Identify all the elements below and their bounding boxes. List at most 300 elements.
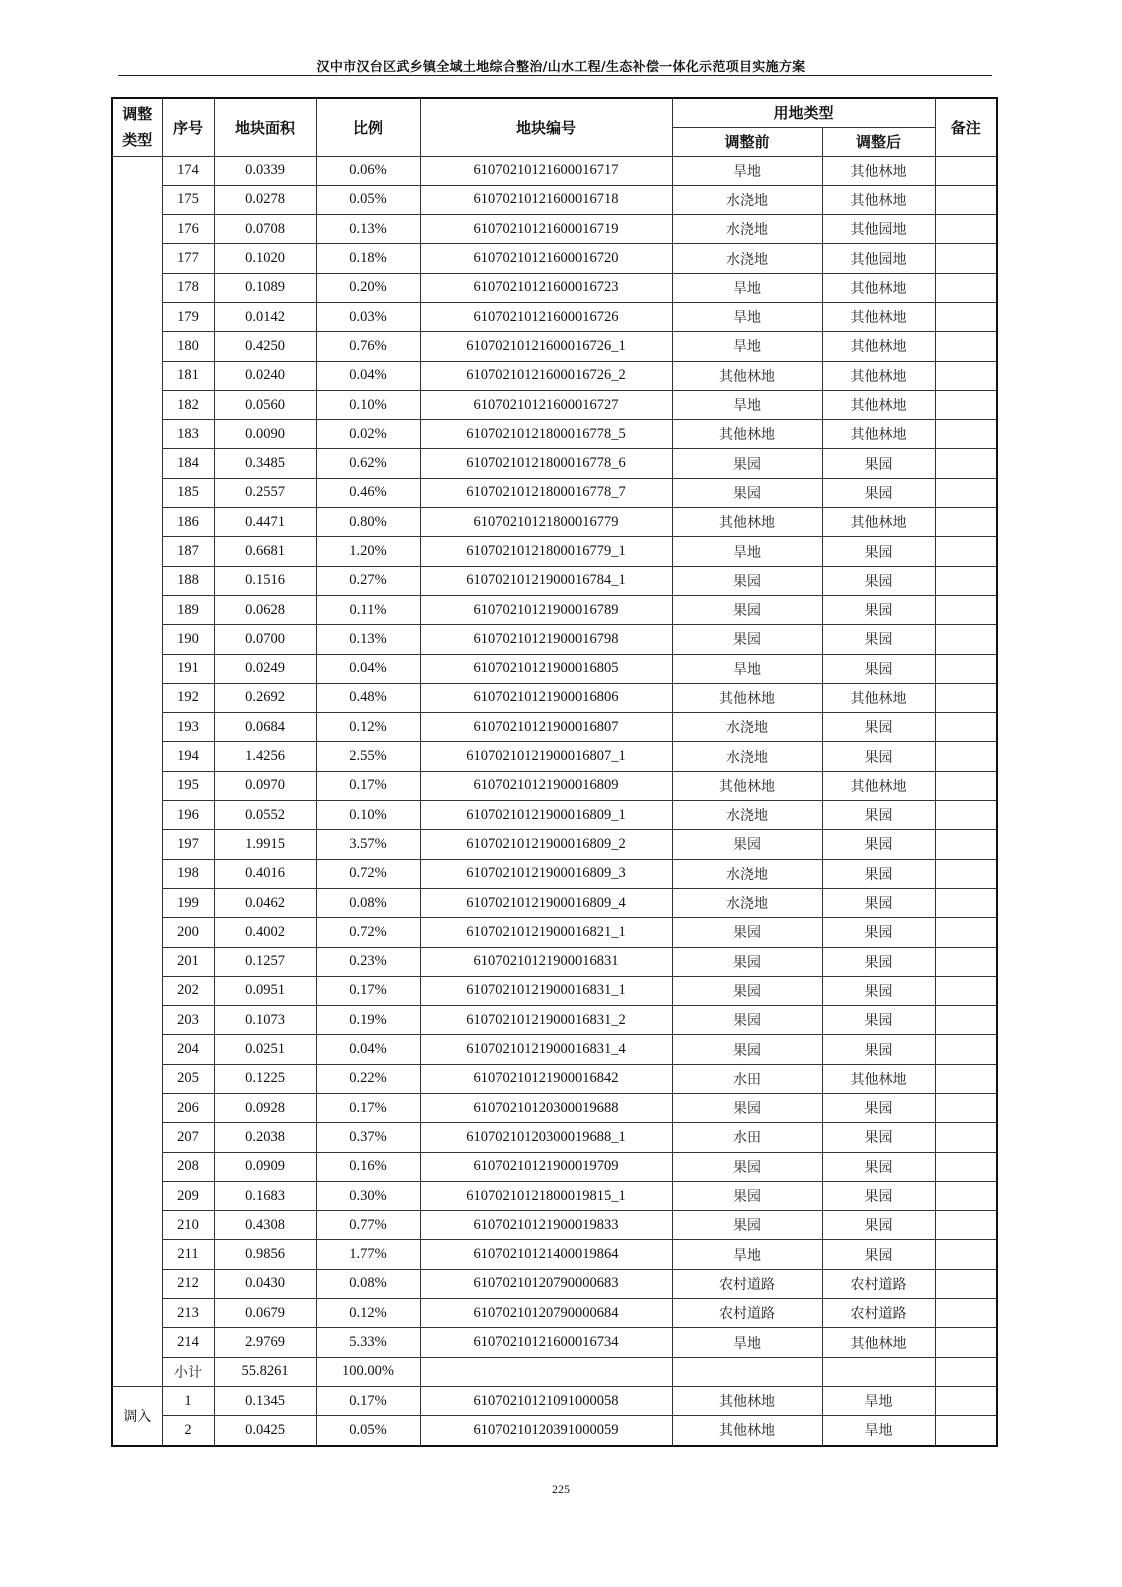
cell-seq: 1 [162, 1386, 214, 1415]
table-row [112, 390, 997, 419]
cell-before: 果园 [672, 478, 822, 507]
table-row [112, 1299, 997, 1328]
cell-ratio: 0.30% [316, 1181, 420, 1210]
cell-before: 果园 [672, 566, 822, 595]
cell-plot-id: 61070210121400019864 [420, 1240, 672, 1269]
cell-remark [935, 332, 997, 361]
cell-area: 0.9856 [214, 1240, 316, 1269]
cell-after: 旱地 [822, 1386, 935, 1415]
cell-before: 果园 [672, 595, 822, 624]
table-row [112, 1152, 997, 1181]
table-row [112, 449, 997, 478]
cell-plot-id: 61070210121900016809_1 [420, 801, 672, 830]
cell-area: 0.3485 [214, 449, 316, 478]
cell-remark [935, 478, 997, 507]
cell-before: 果园 [672, 625, 822, 654]
table-row [112, 156, 997, 185]
cell-after: 农村道路 [822, 1299, 935, 1328]
cell-before: 果园 [672, 947, 822, 976]
cell-after: 果园 [822, 537, 935, 566]
cell-seq: 204 [162, 1035, 214, 1064]
table-row [112, 1211, 997, 1240]
cell-ratio: 0.04% [316, 1035, 420, 1064]
cell-before [672, 1357, 822, 1386]
table-row [112, 801, 997, 830]
cell-area: 0.1089 [214, 273, 316, 302]
cell-ratio: 0.27% [316, 566, 420, 595]
cell-seq: 175 [162, 185, 214, 214]
col-header-seq: 序号 [162, 98, 214, 156]
cell-area: 0.1020 [214, 244, 316, 273]
cell-seq: 180 [162, 332, 214, 361]
cell-plot-id: 61070210121900016831_2 [420, 1006, 672, 1035]
cell-area: 0.4471 [214, 508, 316, 537]
cell-remark [935, 449, 997, 478]
col-header-adjust-type: 调整类型 [112, 98, 162, 156]
cell-ratio: 0.03% [316, 302, 420, 331]
cell-plot-id: 61070210120391000059 [420, 1416, 672, 1446]
cell-remark [935, 683, 997, 712]
cell-seq: 210 [162, 1211, 214, 1240]
cell-seq: 214 [162, 1328, 214, 1357]
cell-area: 0.0090 [214, 420, 316, 449]
cell-ratio: 100.00% [316, 1357, 420, 1386]
header-rule [118, 75, 992, 76]
cell-after: 果园 [822, 1123, 935, 1152]
cell-plot-id: 61070210121600016726_1 [420, 332, 672, 361]
cell-after: 其他林地 [822, 420, 935, 449]
cell-ratio: 0.72% [316, 859, 420, 888]
cell-before: 其他林地 [672, 1416, 822, 1446]
cell-plot-id: 61070210121900016806 [420, 683, 672, 712]
cell-before: 水浇地 [672, 859, 822, 888]
cell-area: 0.0708 [214, 215, 316, 244]
cell-seq: 177 [162, 244, 214, 273]
cell-remark [935, 420, 997, 449]
cell-seq: 203 [162, 1006, 214, 1035]
cell-area: 0.0560 [214, 390, 316, 419]
cell-plot-id: 61070210121600016727 [420, 390, 672, 419]
cell-before: 其他林地 [672, 361, 822, 390]
cell-remark [935, 801, 997, 830]
cell-remark [935, 1328, 997, 1357]
cell-remark [935, 273, 997, 302]
cell-seq: 205 [162, 1064, 214, 1093]
cell-remark [935, 742, 997, 771]
cell-area: 0.0278 [214, 185, 316, 214]
cell-plot-id: 61070210121900016809_4 [420, 888, 672, 917]
cell-remark [935, 537, 997, 566]
cell-remark [935, 566, 997, 595]
cell-after: 果园 [822, 1094, 935, 1123]
cell-after: 果园 [822, 566, 935, 595]
cell-seq: 186 [162, 508, 214, 537]
cell-before: 水浇地 [672, 888, 822, 917]
cell-ratio: 0.12% [316, 1299, 420, 1328]
cell-before: 旱地 [672, 654, 822, 683]
cell-area: 0.0251 [214, 1035, 316, 1064]
cell-area: 0.0425 [214, 1416, 316, 1446]
cell-after: 果园 [822, 654, 935, 683]
cell-area: 2.9769 [214, 1328, 316, 1357]
cell-after: 果园 [822, 478, 935, 507]
cell-plot-id: 61070210121900016807 [420, 713, 672, 742]
cell-before: 水田 [672, 1123, 822, 1152]
cell-plot-id: 61070210120790000683 [420, 1269, 672, 1298]
cell-after: 果园 [822, 888, 935, 917]
cell-seq: 206 [162, 1094, 214, 1123]
table-row [112, 244, 997, 273]
table-row [112, 771, 997, 800]
cell-before: 水浇地 [672, 244, 822, 273]
cell-seq: 195 [162, 771, 214, 800]
cell-seq: 181 [162, 361, 214, 390]
cell-remark [935, 1123, 997, 1152]
cell-remark [935, 1064, 997, 1093]
cell-after: 其他林地 [822, 1328, 935, 1357]
col-header-remark: 备注 [935, 98, 997, 156]
table-row [112, 1357, 997, 1386]
cell-plot-id: 61070210121900016821_1 [420, 918, 672, 947]
table-row [112, 1006, 997, 1035]
cell-after: 果园 [822, 1152, 935, 1181]
table-row [112, 830, 997, 859]
cell-after: 果园 [822, 1181, 935, 1210]
cell-after: 其他林地 [822, 1064, 935, 1093]
cell-seq: 192 [162, 683, 214, 712]
cell-area: 0.0684 [214, 713, 316, 742]
cell-plot-id: 61070210121900016831_1 [420, 976, 672, 1005]
cell-ratio: 0.04% [316, 361, 420, 390]
cell-remark [935, 215, 997, 244]
table-row [112, 1094, 997, 1123]
table-row [112, 1181, 997, 1210]
cell-remark [935, 1152, 997, 1181]
cell-ratio: 3.57% [316, 830, 420, 859]
cell-seq: 199 [162, 888, 214, 917]
table-row [112, 654, 997, 683]
table-row [112, 361, 997, 390]
cell-ratio: 0.19% [316, 1006, 420, 1035]
cell-remark [935, 625, 997, 654]
cell-seq: 198 [162, 859, 214, 888]
cell-remark [935, 947, 997, 976]
cell-after: 果园 [822, 742, 935, 771]
cell-remark [935, 185, 997, 214]
cell-adjust-type [112, 156, 162, 1386]
cell-ratio: 0.62% [316, 449, 420, 478]
cell-after: 其他园地 [822, 244, 935, 273]
cell-after: 果园 [822, 1035, 935, 1064]
table-row [112, 1240, 997, 1269]
cell-before: 旱地 [672, 1328, 822, 1357]
cell-after: 果园 [822, 449, 935, 478]
table-row [112, 713, 997, 742]
cell-before: 水田 [672, 1064, 822, 1093]
cell-ratio: 0.17% [316, 1386, 420, 1415]
cell-seq: 185 [162, 478, 214, 507]
cell-area: 0.0970 [214, 771, 316, 800]
cell-plot-id: 61070210121900016831 [420, 947, 672, 976]
table-row [112, 947, 997, 976]
table-row [112, 1328, 997, 1357]
cell-after: 旱地 [822, 1416, 935, 1446]
cell-seq: 176 [162, 215, 214, 244]
cell-seq: 191 [162, 654, 214, 683]
cell-before: 果园 [672, 1211, 822, 1240]
table-row [112, 888, 997, 917]
cell-plot-id: 61070210121900016789 [420, 595, 672, 624]
cell-plot-id: 61070210120300019688_1 [420, 1123, 672, 1152]
table-row [112, 215, 997, 244]
cell-plot-id: 61070210121800016778_7 [420, 478, 672, 507]
table-body [112, 156, 997, 1446]
page-number: 225 [552, 1482, 570, 1496]
cell-after [822, 1357, 935, 1386]
cell-area: 0.1225 [214, 1064, 316, 1093]
cell-area: 0.6681 [214, 537, 316, 566]
table-row [112, 537, 997, 566]
cell-plot-id: 61070210121800016779_1 [420, 537, 672, 566]
cell-area: 0.0951 [214, 976, 316, 1005]
cell-after: 其他林地 [822, 390, 935, 419]
cell-remark [935, 771, 997, 800]
cell-plot-id: 61070210121900016809 [420, 771, 672, 800]
cell-ratio: 0.02% [316, 420, 420, 449]
cell-before: 果园 [672, 1181, 822, 1210]
cell-area: 0.0249 [214, 654, 316, 683]
cell-area: 0.4308 [214, 1211, 316, 1240]
cell-ratio: 0.11% [316, 595, 420, 624]
cell-before: 农村道路 [672, 1269, 822, 1298]
cell-remark [935, 1269, 997, 1298]
cell-plot-id: 61070210121900019833 [420, 1211, 672, 1240]
cell-plot-id: 61070210121091000058 [420, 1386, 672, 1415]
cell-remark [935, 859, 997, 888]
col-header-before: 调整前 [672, 127, 822, 156]
cell-area: 0.0552 [214, 801, 316, 830]
cell-after: 果园 [822, 1240, 935, 1269]
cell-after: 果园 [822, 625, 935, 654]
cell-seq: 189 [162, 595, 214, 624]
table-row [112, 683, 997, 712]
cell-ratio: 0.77% [316, 1211, 420, 1240]
cell-before: 旱地 [672, 537, 822, 566]
cell-ratio: 0.80% [316, 508, 420, 537]
table-row [112, 302, 997, 331]
cell-remark [935, 1211, 997, 1240]
cell-before: 旱地 [672, 390, 822, 419]
cell-area: 0.2692 [214, 683, 316, 712]
cell-area: 0.0928 [214, 1094, 316, 1123]
cell-plot-id: 61070210121600016718 [420, 185, 672, 214]
cell-seq: 184 [162, 449, 214, 478]
cell-after: 果园 [822, 713, 935, 742]
cell-area: 0.1516 [214, 566, 316, 595]
col-header-ratio: 比例 [316, 98, 420, 156]
cell-plot-id: 61070210121600016720 [420, 244, 672, 273]
table-row [112, 332, 997, 361]
cell-remark [935, 713, 997, 742]
cell-plot-id: 61070210121900016809_2 [420, 830, 672, 859]
cell-plot-id: 61070210121900016842 [420, 1064, 672, 1093]
col-header-land-use: 用地类型 [672, 98, 935, 127]
cell-plot-id: 61070210121800016779 [420, 508, 672, 537]
cell-plot-id: 61070210121600016726_2 [420, 361, 672, 390]
cell-plot-id: 61070210121900016805 [420, 654, 672, 683]
cell-seq: 2 [162, 1416, 214, 1446]
cell-area: 0.1257 [214, 947, 316, 976]
cell-remark [935, 1240, 997, 1269]
cell-remark [935, 595, 997, 624]
cell-seq: 188 [162, 566, 214, 595]
cell-area: 0.0909 [214, 1152, 316, 1181]
cell-remark [935, 508, 997, 537]
cell-seq: 212 [162, 1269, 214, 1298]
cell-after: 农村道路 [822, 1269, 935, 1298]
cell-ratio: 0.37% [316, 1123, 420, 1152]
col-header-area: 地块面积 [214, 98, 316, 156]
cell-seq: 209 [162, 1181, 214, 1210]
cell-before: 水浇地 [672, 742, 822, 771]
cell-remark [935, 1357, 997, 1386]
cell-remark [935, 361, 997, 390]
cell-ratio: 0.16% [316, 1152, 420, 1181]
cell-before: 水浇地 [672, 801, 822, 830]
cell-remark [935, 654, 997, 683]
table-row [112, 566, 997, 595]
table-row [112, 478, 997, 507]
table-row [112, 859, 997, 888]
cell-area: 1.9915 [214, 830, 316, 859]
cell-ratio: 0.17% [316, 976, 420, 1005]
cell-plot-id: 61070210121800019815_1 [420, 1181, 672, 1210]
cell-before: 水浇地 [672, 185, 822, 214]
cell-ratio: 0.10% [316, 390, 420, 419]
cell-ratio: 0.08% [316, 1269, 420, 1298]
cell-plot-id: 61070210121900016831_4 [420, 1035, 672, 1064]
cell-before: 果园 [672, 918, 822, 947]
cell-remark [935, 390, 997, 419]
cell-area: 0.0339 [214, 156, 316, 185]
cell-after: 其他林地 [822, 771, 935, 800]
cell-after: 其他园地 [822, 215, 935, 244]
table-row [112, 918, 997, 947]
cell-after: 果园 [822, 947, 935, 976]
cell-ratio: 0.46% [316, 478, 420, 507]
table-row [112, 625, 997, 654]
cell-before: 其他林地 [672, 683, 822, 712]
cell-after: 果园 [822, 595, 935, 624]
cell-seq: 211 [162, 1240, 214, 1269]
cell-area: 0.1345 [214, 1386, 316, 1415]
cell-before: 水浇地 [672, 215, 822, 244]
cell-area: 0.0679 [214, 1299, 316, 1328]
cell-area: 0.4250 [214, 332, 316, 361]
cell-area: 55.8261 [214, 1357, 316, 1386]
cell-area: 0.0462 [214, 888, 316, 917]
cell-seq: 179 [162, 302, 214, 331]
cell-area: 1.4256 [214, 742, 316, 771]
cell-ratio: 0.48% [316, 683, 420, 712]
cell-plot-id: 61070210121600016719 [420, 215, 672, 244]
page-header-title: 汉中市汉台区武乡镇全域土地综合整治/山水工程/生态补偿一体化示范项目实施方案 [316, 60, 806, 75]
cell-plot-id: 61070210121900016798 [420, 625, 672, 654]
table-row [112, 420, 997, 449]
cell-after: 其他林地 [822, 683, 935, 712]
cell-area: 0.1683 [214, 1181, 316, 1210]
cell-seq: 197 [162, 830, 214, 859]
cell-ratio: 2.55% [316, 742, 420, 771]
cell-seq: 201 [162, 947, 214, 976]
cell-remark [935, 1035, 997, 1064]
cell-seq: 174 [162, 156, 214, 185]
cell-remark [935, 918, 997, 947]
cell-remark [935, 1299, 997, 1328]
cell-after: 其他林地 [822, 273, 935, 302]
cell-area: 0.0240 [214, 361, 316, 390]
col-header-plot-id: 地块编号 [420, 98, 672, 156]
cell-after: 其他林地 [822, 332, 935, 361]
cell-ratio: 0.05% [316, 1416, 420, 1446]
cell-before: 果园 [672, 976, 822, 1005]
cell-plot-id: 61070210121900016809_3 [420, 859, 672, 888]
cell-after: 其他林地 [822, 508, 935, 537]
cell-ratio: 0.17% [316, 1094, 420, 1123]
cell-after: 其他林地 [822, 302, 935, 331]
cell-after: 果园 [822, 1211, 935, 1240]
cell-before: 旱地 [672, 1240, 822, 1269]
cell-seq: 187 [162, 537, 214, 566]
table-row [112, 1064, 997, 1093]
cell-ratio: 0.08% [316, 888, 420, 917]
cell-plot-id [420, 1357, 672, 1386]
cell-ratio: 0.72% [316, 918, 420, 947]
cell-ratio: 0.06% [316, 156, 420, 185]
table-row [112, 273, 997, 302]
cell-area: 0.2038 [214, 1123, 316, 1152]
table-row [112, 185, 997, 214]
cell-before: 果园 [672, 1152, 822, 1181]
table-row [112, 1269, 997, 1298]
cell-ratio: 0.13% [316, 625, 420, 654]
cell-before: 旱地 [672, 332, 822, 361]
cell-remark [935, 1416, 997, 1446]
cell-plot-id: 61070210121900016807_1 [420, 742, 672, 771]
cell-after: 果园 [822, 801, 935, 830]
cell-seq: 213 [162, 1299, 214, 1328]
table-row [112, 1386, 997, 1415]
cell-before: 其他林地 [672, 420, 822, 449]
cell-seq: 178 [162, 273, 214, 302]
cell-remark [935, 1386, 997, 1415]
cell-area: 0.4016 [214, 859, 316, 888]
cell-remark [935, 1006, 997, 1035]
cell-remark [935, 1181, 997, 1210]
cell-before: 其他林地 [672, 771, 822, 800]
cell-before: 果园 [672, 1094, 822, 1123]
cell-before: 旱地 [672, 156, 822, 185]
table-row [112, 1123, 997, 1152]
cell-seq: 190 [162, 625, 214, 654]
cell-ratio: 1.20% [316, 537, 420, 566]
cell-after: 果园 [822, 1006, 935, 1035]
cell-ratio: 0.22% [316, 1064, 420, 1093]
cell-remark [935, 830, 997, 859]
cell-before: 果园 [672, 830, 822, 859]
cell-ratio: 0.04% [316, 654, 420, 683]
cell-before: 其他林地 [672, 1386, 822, 1415]
